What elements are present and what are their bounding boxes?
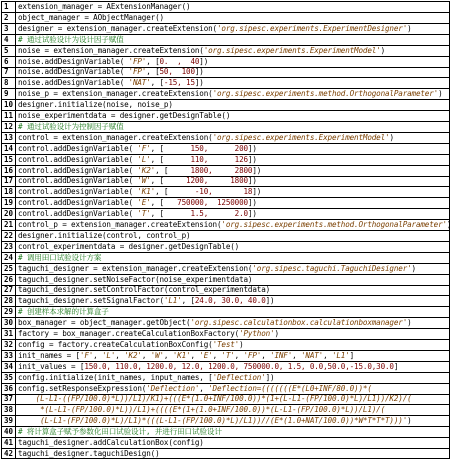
code-token: noise.addDesignVariable( <box>18 67 129 77</box>
line-number: 31 <box>2 329 16 339</box>
line-number: 21 <box>2 220 16 230</box>
code-string: 'NAT' <box>128 78 151 88</box>
code-token: ]) <box>247 143 257 153</box>
code-number: 1200, 1800 <box>163 176 248 186</box>
line-number: 24 <box>2 253 16 263</box>
code-text <box>18 340 447 350</box>
line-number: 41 <box>2 438 16 448</box>
code-string: 'INF' <box>270 350 293 360</box>
code-token: factory = box_manager.createCalculationBoxFactory( <box>18 329 240 338</box>
line-number: 12 <box>2 122 16 132</box>
code-token: , [ <box>155 165 169 175</box>
code-text <box>18 373 447 383</box>
code-string: 'W' <box>137 176 151 186</box>
code-string: (L-L1-((FP/100.0)*L))/L1)/K1)+(((E*(1.0+INF/100.0))*(1+(L-L1-(FP/100.0)*L)/L1))/K2)/( <box>18 394 412 404</box>
code-token: ]) <box>247 154 257 164</box>
code-text <box>18 155 447 165</box>
code-line <box>2 67 449 78</box>
code-text <box>18 133 447 143</box>
code-text <box>18 57 447 67</box>
code-line <box>2 187 449 198</box>
code-string: 'FP' <box>243 350 262 360</box>
code-line <box>2 89 449 100</box>
code-string: 'org.sipesc.experiments.method.OrthogonalParameter' <box>212 89 439 99</box>
code-line <box>2 35 449 46</box>
code-line <box>2 405 449 416</box>
code-string: 'Test' <box>212 339 240 349</box>
code-token: control.addDesignVariable( <box>18 154 138 164</box>
line-number: 38 <box>2 405 16 415</box>
code-string: *(L-L1-(FP/100.0)*L))/L1)+((((E*(1+(1.0+INF/100.0))*(L-L1-(FP/100.0)*L))/L1)/( <box>18 405 386 415</box>
code-token: ) <box>407 318 412 328</box>
code-text <box>18 405 447 415</box>
code-token: ]) <box>194 67 204 77</box>
line-number: 23 <box>2 242 16 252</box>
code-token: ]) <box>194 78 204 88</box>
code-token: designer.initialize(control, control_p) <box>18 230 191 240</box>
code-number: -15, 15 <box>163 78 195 88</box>
code-token: , <box>292 350 301 360</box>
code-string: 'K2' <box>124 350 142 360</box>
line-number: 22 <box>2 231 16 241</box>
code-text <box>18 67 447 77</box>
code-token: taguchi_designer = extension_manager.createExtension( <box>18 263 253 273</box>
code-token: ) <box>446 220 452 229</box>
code-line <box>2 427 449 438</box>
code-line <box>2 13 449 24</box>
code-token: control_p = extension_manager.createExtension( <box>18 220 222 229</box>
code-string: 'org.sipesc.experiments.ExperimentModel' <box>212 132 390 142</box>
code-string: 'F' <box>79 350 94 360</box>
code-line <box>2 46 449 57</box>
code-token: control.addDesignVariable( <box>18 209 138 219</box>
code-token: ) <box>274 329 279 338</box>
code-token: noise_p = extension_manager.createExtension( <box>18 89 213 99</box>
code-comment: # 将计算盒子赋予参数化田口试验设计, 并进行田口试验设计 <box>18 427 222 437</box>
code-text <box>18 198 447 208</box>
code-token: , <box>141 350 151 360</box>
code-line <box>2 449 449 460</box>
code-text <box>18 329 447 339</box>
code-token: , <box>190 350 200 360</box>
code-string: 'T' <box>221 350 235 360</box>
code-text <box>18 166 447 176</box>
line-number: 16 <box>2 166 16 176</box>
line-number: 36 <box>2 384 16 394</box>
line-number: 35 <box>2 373 16 383</box>
code-line <box>2 57 449 68</box>
code-token: designer.initialize(noise, noise_p) <box>18 100 173 110</box>
code-string: 'L1' <box>331 350 350 360</box>
code-token: ] <box>349 350 355 360</box>
code-token: noise.addDesignVariable( <box>18 56 129 66</box>
line-number: 32 <box>2 340 16 350</box>
line-number: 39 <box>2 416 16 426</box>
line-number: 9 <box>2 89 16 99</box>
code-string: 'W' <box>150 350 164 360</box>
code-token: ] <box>393 361 399 371</box>
code-token: ]) <box>252 187 262 197</box>
code-text <box>18 24 447 34</box>
code-string: 'FP' <box>128 67 147 77</box>
code-text <box>18 253 447 263</box>
code-token: taguchi_designer.taguchiDesign() <box>18 448 160 458</box>
code-text <box>18 89 447 99</box>
code-token: control.addDesignVariable( <box>18 165 138 175</box>
code-line <box>2 253 449 264</box>
code-token: , <box>261 350 271 360</box>
code-text <box>18 264 447 274</box>
line-number: 33 <box>2 351 16 361</box>
code-token: , [ <box>150 154 164 164</box>
code-string: 'org.sipesc.experiments.ExperimentModel' <box>203 45 381 55</box>
code-token: noise_experimentdata = designer.getDesignTable() <box>18 111 231 120</box>
code-line <box>2 100 449 111</box>
line-number: 25 <box>2 264 16 274</box>
line-number: 10 <box>2 100 16 110</box>
code-text <box>18 285 447 295</box>
code-string: 'K1' <box>172 350 191 360</box>
code-text <box>18 275 447 285</box>
code-string: 'org.sipesc.experiments.ExperimentDesigner' <box>216 23 408 33</box>
code-line <box>2 111 449 122</box>
code-line <box>2 307 449 318</box>
code-text <box>18 296 447 306</box>
line-number: 13 <box>2 133 16 143</box>
code-line <box>2 318 449 329</box>
code-token: ]) <box>265 372 275 382</box>
code-number: 110, 126 <box>163 154 248 164</box>
code-token: ]) <box>247 209 257 219</box>
code-line <box>2 394 449 405</box>
code-line <box>2 166 449 177</box>
line-number: 7 <box>2 67 16 77</box>
code-token: ]) <box>265 296 275 306</box>
code-token: noise.addDesignVariable( <box>18 78 129 88</box>
code-string: 'L1' <box>163 296 182 306</box>
code-text <box>18 449 447 459</box>
code-line <box>2 275 449 286</box>
line-number: 6 <box>2 57 16 67</box>
code-token: , <box>212 350 222 360</box>
code-token: ]) <box>247 176 257 186</box>
code-token: , [ <box>150 209 164 219</box>
code-text <box>18 209 447 219</box>
code-number: 50, 100 <box>159 67 195 77</box>
line-number: 40 <box>2 427 16 437</box>
code-line <box>2 122 449 133</box>
code-number: -10, 18 <box>168 187 253 197</box>
code-token: ) <box>380 45 386 55</box>
code-text <box>18 144 447 154</box>
code-token: box_manager = object_manager.getObject( <box>18 318 191 328</box>
code-string: 'Deflection' <box>212 372 266 382</box>
code-text <box>18 394 447 404</box>
code-token: control.addDesignVariable( <box>18 176 138 186</box>
code-string: 'NAT' <box>301 350 324 360</box>
code-token: , [ <box>150 198 164 208</box>
code-token: extension_manager = AExtensionManager() <box>18 2 191 11</box>
code-line <box>2 198 449 209</box>
code-line <box>2 373 449 384</box>
code-line <box>2 78 449 89</box>
line-number: 28 <box>2 296 16 306</box>
line-number: 26 <box>2 275 16 285</box>
code-text <box>18 220 452 230</box>
code-token: ) <box>389 132 394 142</box>
code-line <box>2 155 449 166</box>
code-text <box>18 416 447 426</box>
code-text <box>18 384 447 394</box>
code-number: 150.0, 110.0, 1200.0, 12.0, 1200.0, 750000.0, 1.5, 0.0,50.0,-15.0,30.0 <box>84 361 394 371</box>
code-line <box>2 176 449 187</box>
line-number: 15 <box>2 155 16 165</box>
code-string: 'F' <box>137 143 151 153</box>
code-line <box>2 242 449 253</box>
code-line <box>2 209 449 220</box>
code-token: taguchi_designer.setControlFactor(control_experimentdata) <box>18 285 271 295</box>
code-text <box>18 351 447 361</box>
code-line <box>2 438 449 449</box>
code-string: 'org.sipesc.calculationbox.calculationboxmanager' <box>190 318 408 328</box>
code-token: ]) <box>199 56 209 66</box>
code-line <box>2 416 449 427</box>
code-token: , [ <box>150 78 164 88</box>
code-token: control_experimentdata = designer.getDesignTable() <box>18 241 240 251</box>
code-string: 'Deflection' <box>146 383 200 393</box>
code-token: taguchi_designer.setNoiseFactor(noise_experimentdata) <box>18 274 253 284</box>
code-text <box>18 242 447 252</box>
code-line <box>2 24 449 35</box>
code-token: , <box>234 350 244 360</box>
line-number: 11 <box>2 111 16 121</box>
line-number: 8 <box>2 78 16 88</box>
code-line <box>2 231 449 242</box>
code-token: , [ <box>146 67 160 77</box>
code-token: control = extension_manager.createExtension( <box>18 132 213 142</box>
code-text <box>18 362 447 372</box>
code-comment: # 创建样本求解的计算盒子 <box>18 307 109 317</box>
code-token: config.setResponseExpression( <box>18 383 147 393</box>
code-string: 'L' <box>137 154 151 164</box>
code-line <box>2 362 449 373</box>
code-token: ]) <box>247 198 257 208</box>
code-line <box>2 329 449 340</box>
code-string: 'K1' <box>137 187 156 197</box>
code-text <box>18 307 447 317</box>
code-line <box>2 340 449 351</box>
code-string: 'L' <box>102 350 116 360</box>
code-string: (L-L1-(FP/100.0)*L)/L1)*(((L-L1-(FP/100.0)*L)/L1))//(E*(1.0+NAT/100.0))*W*T*T*T)))' <box>18 416 408 426</box>
code-string: 'E' <box>137 198 151 208</box>
code-number: 750000, 1250000 <box>163 198 248 208</box>
code-token: control.addDesignVariable( <box>18 198 138 208</box>
code-token: object_manager = AObjectManager() <box>18 12 164 22</box>
line-number: 1 <box>2 2 16 12</box>
code-token: config.initialize(init_names, input_names, [ <box>18 372 213 382</box>
code-token: control.addDesignVariable( <box>18 143 138 153</box>
code-line <box>2 264 449 275</box>
line-number: 4 <box>2 35 16 45</box>
code-text <box>18 187 447 197</box>
code-text <box>18 13 447 23</box>
code-number: 1.5, 2.0 <box>163 209 248 219</box>
code-text <box>18 78 447 88</box>
code-line <box>2 144 449 155</box>
code-token: , [ <box>181 296 195 306</box>
line-number: 17 <box>2 176 16 186</box>
code-token: , [ <box>146 56 160 66</box>
code-line <box>2 2 449 13</box>
code-token: , <box>115 350 125 360</box>
code-string: 'org.sipesc.taguchi.TaguchiDesigner' <box>252 263 412 273</box>
code-token: init_names = [ <box>18 350 80 360</box>
code-line <box>2 220 452 231</box>
code-text <box>18 2 447 12</box>
code-text <box>18 438 447 448</box>
code-string: 'FP' <box>128 56 147 66</box>
code-text <box>18 35 447 45</box>
code-token: , <box>163 350 173 360</box>
code-token: taguchi_designer.addCalculationBox(config) <box>18 438 204 447</box>
code-token: ) <box>438 89 443 99</box>
code-token: config = factory.createCalculationBoxConfig( <box>18 339 213 349</box>
line-number: 14 <box>2 144 16 154</box>
code-text <box>18 231 447 241</box>
code-comment: # 调用田口试验设计方案 <box>18 252 102 262</box>
code-comment: # 通过试验设计为控制因子赋值 <box>18 121 124 131</box>
code-token: , <box>93 350 103 360</box>
code-token: noise = extension_manager.createExtension( <box>18 45 204 55</box>
code-token: , [ <box>150 143 164 153</box>
code-token: designer = extension_manager.createExtension( <box>18 23 217 33</box>
code-string: 'org.sipesc.experiments.method.OrthogonalParameter' <box>221 220 447 229</box>
code-token: taguchi_designer.setSignalFactor( <box>18 296 164 306</box>
code-token: , [ <box>155 187 169 197</box>
line-number: 20 <box>2 209 16 219</box>
line-number: 18 <box>2 187 16 197</box>
line-number: 5 <box>2 46 16 56</box>
code-token: , [ <box>150 176 164 186</box>
code-text <box>18 122 447 132</box>
code-token: ) <box>411 263 416 273</box>
code-comment: # 通过试验设计为设计因子赋值 <box>18 34 124 44</box>
code-line <box>2 296 449 307</box>
code-token: ]) <box>252 165 262 175</box>
code-token: , <box>199 383 209 393</box>
code-token: ) <box>239 339 244 349</box>
code-line <box>2 384 449 395</box>
code-string: 'Deflection=(((((((E*(L0+INF/80.0))*( <box>208 383 372 393</box>
code-line <box>2 351 449 362</box>
code-text <box>18 111 447 121</box>
code-token: control.addDesignVariable( <box>18 187 138 197</box>
code-text <box>18 46 447 56</box>
line-number: 42 <box>2 449 16 459</box>
line-number: 27 <box>2 285 16 295</box>
line-number: 34 <box>2 362 16 372</box>
line-number: 30 <box>2 318 16 328</box>
code-number: 24.0, 30.0, 40.0 <box>194 296 266 306</box>
line-number: 19 <box>2 198 16 208</box>
code-number: 1800, 2800 <box>168 165 253 175</box>
line-number: 3 <box>2 24 16 34</box>
code-string: 'T' <box>137 209 151 219</box>
line-number: 2 <box>2 13 16 23</box>
code-number: 150, 200 <box>163 143 248 153</box>
code-line <box>2 133 449 144</box>
code-number: 0. , 40 <box>159 56 200 66</box>
code-text <box>18 427 447 437</box>
line-number: 29 <box>2 307 16 317</box>
code-string: 'K2' <box>137 165 156 175</box>
code-line <box>2 285 449 296</box>
code-text <box>18 318 447 328</box>
code-string: 'Python' <box>239 329 275 338</box>
code-string: 'E' <box>199 350 213 360</box>
code-token: init_values = [ <box>18 361 85 371</box>
code-text <box>18 100 447 110</box>
code-listing-table <box>1 1 450 459</box>
code-token: , <box>323 350 332 360</box>
code-token: ) <box>407 23 412 33</box>
code-text <box>18 176 447 186</box>
code-token: ) <box>407 416 412 426</box>
line-number: 37 <box>2 394 16 404</box>
